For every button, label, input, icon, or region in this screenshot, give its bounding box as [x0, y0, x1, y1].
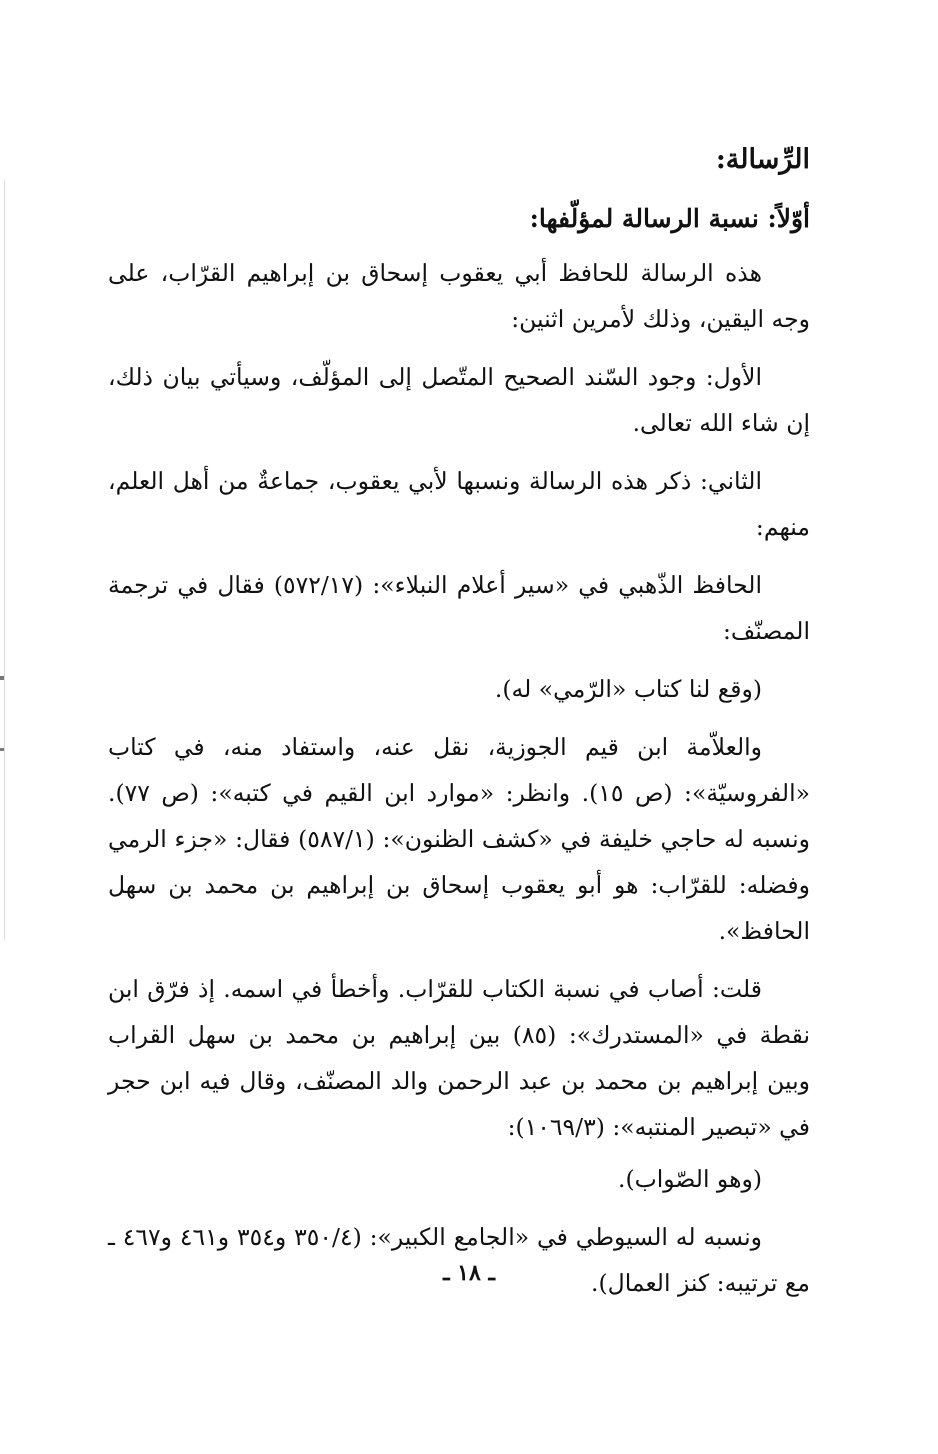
paragraph-second-reason: الثاني: ذكر هذه الرسالة ونسبها لأبي يعقوب، جماعةٌ من أهل العلم، منهم:	[108, 467, 810, 541]
paragraph-first-reason: الأول: وجود السّند الصحيح المتّصل إلى المؤلّف، وسيأتي بيان ذلك، إن شاء الله تعالى.	[108, 363, 810, 437]
scan-mark-bottom	[0, 748, 4, 751]
paragraph-dhahabi: الحافظ الذّهبي في «سير أعلام النبلاء»: (٥٧٢/١٧) فقال في ترجمة المصنّف:	[108, 571, 810, 645]
section-heading: الرِّسالة:	[715, 144, 810, 175]
subsection-heading: أوّلاً: نسبة الرسالة لمؤلّفها:	[529, 204, 810, 233]
paragraph-suyuti: ونسبه له السيوطي في «الجامع الكبير»: (٣٥٠/٤ و٣٥٤ و٤٦١ و٤٦٧ ـ مع ترتيبه: كنز العمال).	[108, 1223, 810, 1297]
scan-mark-top	[0, 676, 4, 680]
text-body	[108, 140, 810, 1318]
page-number: ـ ١٨ ـ	[443, 1260, 495, 1286]
quote-correct: (وهو الصّواب).	[617, 1165, 762, 1193]
scan-edge-line	[4, 180, 5, 940]
paragraph-correction: قلت: أصاب في نسبة الكتاب للقرّاب. وأخطأ في اسمه. إذ فرّق ابن نقطة في «المستدرك»: (٨٥) بين إبراهيم بن محمد بن سهل القراب وبين إبراهيم بن محمد بن عبد الرحمن والد المصنّف، وقال فيه ابن حجر في «تبصير المنتبه»: (١٠٦٩/٣):	[108, 975, 810, 1141]
paragraph-ibn-qayyim: والعلاّمة ابن قيم الجوزية، نقل عنه، واستفاد منه، في كتاب «الفروسيّة»: (ص ١٥). وانظر: «موارد ابن القيم في كتبه»: (ص ٧٧). ونسبه له حاجي خليفة في «كشف الظنون»: (٥٨٧/١) فقال: «جزء الرمي وفضله: للقرّاب: هو أبو يعقوب إسحاق بن إبراهيم بن محمد بن سهل الحافظ».	[108, 733, 811, 945]
paragraph-intro: هذه الرسالة للحافظ أبي يعقوب إسحاق بن إبراهيم القرّاب، على وجه اليقين، وذلك لأمرين اثنين:	[108, 259, 810, 333]
quote-dhahabi: (وقع لنا كتاب «الرّمي» له).	[494, 675, 762, 703]
